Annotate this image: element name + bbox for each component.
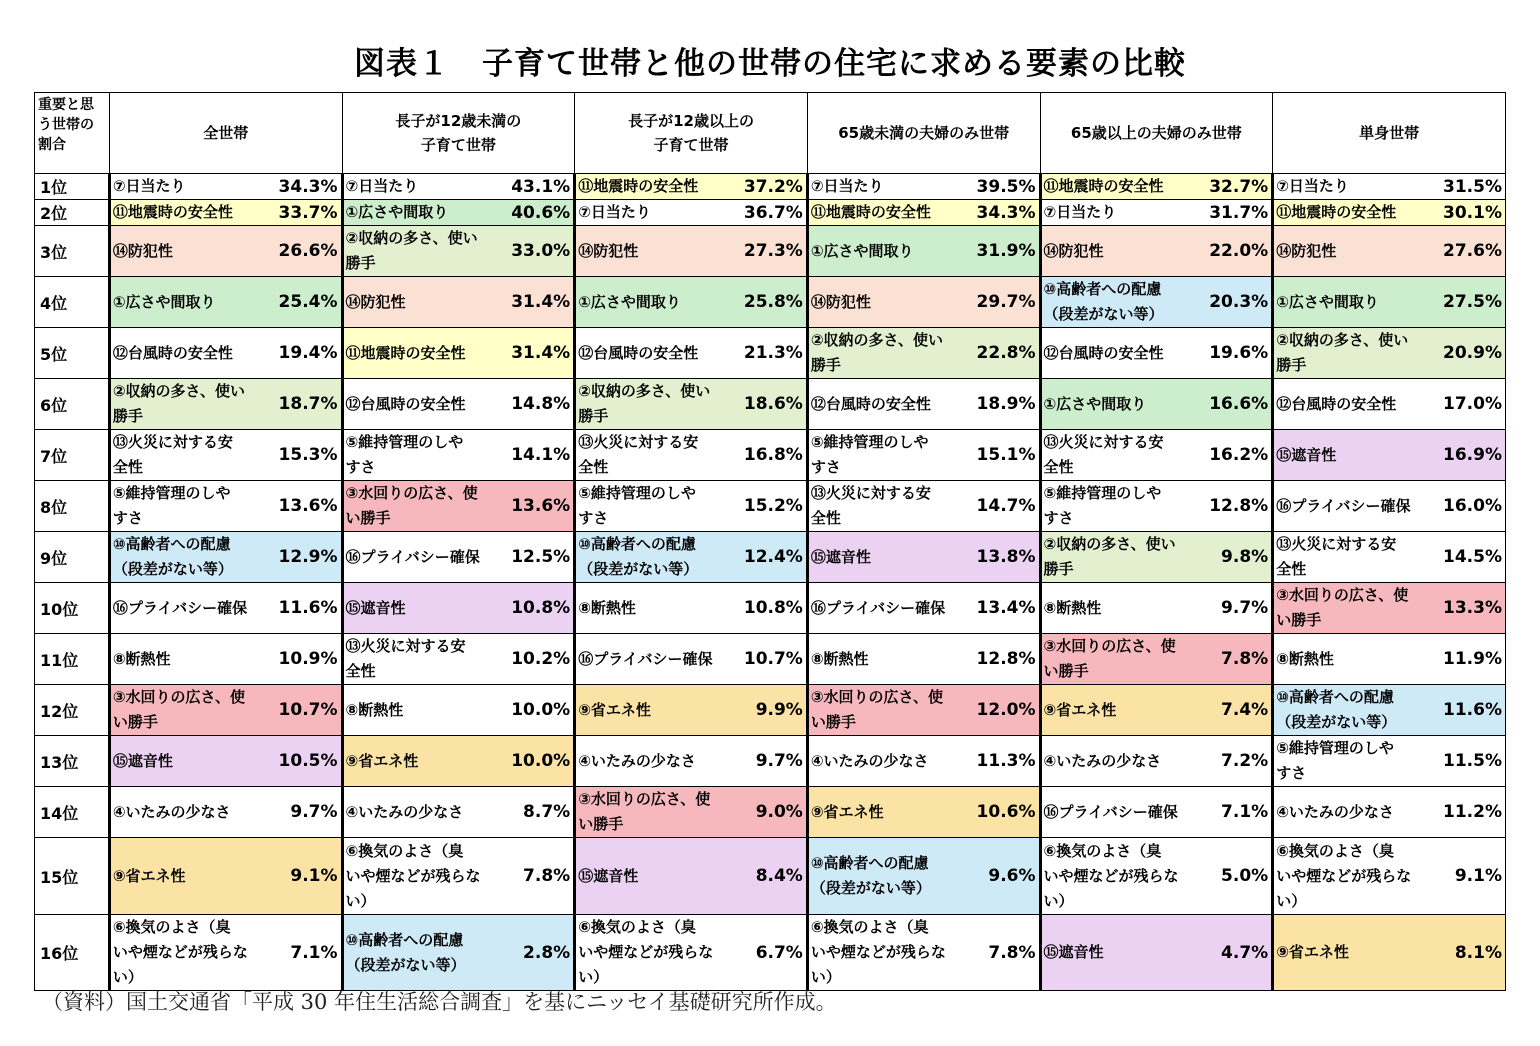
item-value: 13.6%	[265, 481, 342, 532]
item-value: 11.6%	[265, 583, 342, 634]
item-label: ⑭防犯性	[342, 277, 498, 328]
item-label: ⑪地震時の安全性	[109, 200, 265, 226]
table-row	[35, 583, 1506, 634]
header-row	[35, 93, 1506, 174]
table-row	[35, 685, 1506, 736]
item-value: 18.6%	[730, 379, 807, 430]
rank-label: 15位	[35, 838, 110, 915]
item-value: 31.4%	[498, 328, 575, 379]
item-value: 25.8%	[730, 277, 807, 328]
item-label: ⑤維持管理のしや すさ	[109, 481, 265, 532]
item-label: ⑪地震時の安全性	[1040, 174, 1196, 200]
item-label: ⑤維持管理のしや すさ	[1273, 736, 1429, 787]
item-label: ⑨省エネ性	[342, 736, 498, 787]
item-value: 14.1%	[498, 430, 575, 481]
item-label: ⑫台風時の安全性	[1273, 379, 1429, 430]
item-value: 7.8%	[498, 838, 575, 915]
item-label: ⑤維持管理のしや すさ	[1040, 481, 1196, 532]
item-label: ⑫台風時の安全性	[807, 379, 963, 430]
item-label: ⑫台風時の安全性	[342, 379, 498, 430]
table-row	[35, 379, 1506, 430]
item-value: 14.7%	[963, 481, 1040, 532]
table-row	[35, 532, 1506, 583]
item-label: ④いたみの少なさ	[109, 787, 265, 838]
item-label: ⑦日当たり	[807, 174, 963, 200]
rank-label: 14位	[35, 787, 110, 838]
item-value: 10.8%	[498, 583, 575, 634]
item-value: 11.2%	[1428, 787, 1505, 838]
item-value: 33.7%	[265, 200, 342, 226]
item-label: ⑫台風時の安全性	[1040, 328, 1196, 379]
rank-column-header: 重要と思う世帯の割合	[35, 93, 110, 174]
item-value: 5.0%	[1196, 838, 1273, 915]
table-row	[35, 430, 1506, 481]
item-value: 36.7%	[730, 200, 807, 226]
item-label: ⑨省エネ性	[109, 838, 265, 915]
item-label: ③水回りの広さ、使 い勝手	[1273, 583, 1429, 634]
item-label: ⑯プライバシー確保	[1040, 787, 1196, 838]
item-label: ⑯プライバシー確保	[342, 532, 498, 583]
item-value: 18.9%	[963, 379, 1040, 430]
item-label: ⑧断熱性	[575, 583, 731, 634]
item-label: ⑩高齢者への配慮 （段差がない等）	[342, 915, 498, 991]
item-value: 11.3%	[963, 736, 1040, 787]
item-value: 7.4%	[1196, 685, 1273, 736]
rank-label: 9位	[35, 532, 110, 583]
item-label: ⑬火災に対する安 全性	[1273, 532, 1429, 583]
item-label: ④いたみの少なさ	[1040, 736, 1196, 787]
item-value: 16.2%	[1196, 430, 1273, 481]
item-value: 13.6%	[498, 481, 575, 532]
item-value: 39.5%	[963, 174, 1040, 200]
rank-label: 13位	[35, 736, 110, 787]
item-label: ⑩高齢者への配慮 （段差がない等）	[807, 838, 963, 915]
rank-label: 5位	[35, 328, 110, 379]
item-value: 10.9%	[265, 634, 342, 685]
item-value: 33.0%	[498, 226, 575, 277]
item-value: 22.8%	[963, 328, 1040, 379]
item-label: ⑦日当たり	[1273, 174, 1429, 200]
item-label: ⑦日当たり	[1040, 200, 1196, 226]
rank-label: 7位	[35, 430, 110, 481]
item-label: ⑩高齢者への配慮 （段差がない等）	[575, 532, 731, 583]
item-value: 10.2%	[498, 634, 575, 685]
item-value: 37.2%	[730, 174, 807, 200]
item-value: 9.9%	[730, 685, 807, 736]
item-value: 13.4%	[963, 583, 1040, 634]
item-value: 18.7%	[265, 379, 342, 430]
item-label: ⑮遮音性	[1040, 915, 1196, 991]
item-value: 14.8%	[498, 379, 575, 430]
item-label: ⑨省エネ性	[1273, 915, 1429, 991]
chart-title: 図表１ 子育て世帯と他の世帯の住宅に求める要素の比較	[354, 46, 1186, 82]
item-value: 10.0%	[498, 685, 575, 736]
source-note: （資料）国土交通省「平成 30 年住生活総合調査」を基にニッセイ基礎研究所作成。	[42, 990, 837, 1014]
item-label: ③水回りの広さ、使 い勝手	[807, 685, 963, 736]
item-label: ⑥換気のよさ（臭 いや煙などが残らな い）	[1273, 838, 1429, 915]
item-value: 32.7%	[1196, 174, 1273, 200]
item-label: ④いたみの少なさ	[807, 736, 963, 787]
item-label: ②収納の多さ、使い 勝手	[1273, 328, 1429, 379]
item-value: 2.8%	[498, 915, 575, 991]
item-value: 31.7%	[1196, 200, 1273, 226]
item-value: 8.7%	[498, 787, 575, 838]
item-label: ⑬火災に対する安 全性	[1040, 430, 1196, 481]
group-header: 65歳以上の夫婦のみ世帯	[1040, 93, 1273, 174]
item-value: 16.8%	[730, 430, 807, 481]
item-label: ⑧断熱性	[342, 685, 498, 736]
item-value: 7.8%	[963, 915, 1040, 991]
item-label: ⑨省エネ性	[1040, 685, 1196, 736]
item-value: 40.6%	[498, 200, 575, 226]
rank-label: 8位	[35, 481, 110, 532]
item-label: ⑮遮音性	[575, 838, 731, 915]
item-value: 15.2%	[730, 481, 807, 532]
item-label: ⑮遮音性	[807, 532, 963, 583]
table-row	[35, 915, 1506, 991]
item-value: 16.9%	[1428, 430, 1505, 481]
item-value: 9.1%	[1428, 838, 1505, 915]
item-value: 20.3%	[1196, 277, 1273, 328]
item-value: 10.8%	[730, 583, 807, 634]
item-value: 9.7%	[730, 736, 807, 787]
item-value: 34.3%	[265, 174, 342, 200]
item-label: ⑭防犯性	[109, 226, 265, 277]
item-label: ⑧断熱性	[1040, 583, 1196, 634]
item-label: ③水回りの広さ、使 い勝手	[109, 685, 265, 736]
table-row	[35, 200, 1506, 226]
item-label: ⑨省エネ性	[575, 685, 731, 736]
item-label: ⑯プライバシー確保	[109, 583, 265, 634]
item-label: ⑯プライバシー確保	[807, 583, 963, 634]
item-value: 27.6%	[1428, 226, 1505, 277]
item-label: ④いたみの少なさ	[1273, 787, 1429, 838]
rank-label: 2位	[35, 200, 110, 226]
item-value: 10.7%	[730, 634, 807, 685]
item-value: 20.9%	[1428, 328, 1505, 379]
item-value: 8.1%	[1428, 915, 1505, 991]
item-label: ②収納の多さ、使い 勝手	[342, 226, 498, 277]
item-value: 10.7%	[265, 685, 342, 736]
item-label: ③水回りの広さ、使 い勝手	[342, 481, 498, 532]
item-label: ⑥換気のよさ（臭 いや煙などが残らな い）	[342, 838, 498, 915]
item-label: ⑮遮音性	[1273, 430, 1429, 481]
item-value: 29.7%	[963, 277, 1040, 328]
item-value: 15.3%	[265, 430, 342, 481]
item-value: 7.1%	[265, 915, 342, 991]
table-row	[35, 481, 1506, 532]
item-label: ⑪地震時の安全性	[1273, 200, 1429, 226]
item-value: 15.1%	[963, 430, 1040, 481]
item-value: 43.1%	[498, 174, 575, 200]
item-label: ②収納の多さ、使い 勝手	[807, 328, 963, 379]
item-value: 31.9%	[963, 226, 1040, 277]
item-label: ②収納の多さ、使い 勝手	[1040, 532, 1196, 583]
item-label: ⑯プライバシー確保	[575, 634, 731, 685]
item-label: ⑪地震時の安全性	[342, 328, 498, 379]
table-row	[35, 787, 1506, 838]
item-value: 17.0%	[1428, 379, 1505, 430]
item-label: ①広さや間取り	[342, 200, 498, 226]
item-label: ④いたみの少なさ	[342, 787, 498, 838]
item-label: ⑬火災に対する安 全性	[807, 481, 963, 532]
group-header: 65歳未満の夫婦のみ世帯	[807, 93, 1040, 174]
item-value: 7.1%	[1196, 787, 1273, 838]
item-value: 12.0%	[963, 685, 1040, 736]
group-header: 長子が12歳未満の 子育て世帯	[342, 93, 575, 174]
table-row	[35, 226, 1506, 277]
item-label: ⑬火災に対する安 全性	[109, 430, 265, 481]
item-label: ⑮遮音性	[109, 736, 265, 787]
item-label: ①広さや間取り	[807, 226, 963, 277]
item-value: 6.7%	[730, 915, 807, 991]
rank-label: 6位	[35, 379, 110, 430]
item-value: 7.8%	[1196, 634, 1273, 685]
ranking-table	[34, 92, 1506, 991]
item-value: 9.1%	[265, 838, 342, 915]
item-value: 9.7%	[1196, 583, 1273, 634]
item-label: ⑥換気のよさ（臭 いや煙などが残らな い）	[575, 915, 731, 991]
item-label: ⑧断熱性	[109, 634, 265, 685]
item-value: 10.5%	[265, 736, 342, 787]
item-value: 4.7%	[1196, 915, 1273, 991]
item-value: 19.4%	[265, 328, 342, 379]
item-label: ⑥換気のよさ（臭 いや煙などが残らな い）	[109, 915, 265, 991]
group-header: 長子が12歳以上の 子育て世帯	[575, 93, 808, 174]
item-value: 9.6%	[963, 838, 1040, 915]
item-label: ⑯プライバシー確保	[1273, 481, 1429, 532]
item-label: ⑮遮音性	[342, 583, 498, 634]
item-value: 11.5%	[1428, 736, 1505, 787]
table-row	[35, 328, 1506, 379]
item-label: ①広さや間取り	[1273, 277, 1429, 328]
item-value: 13.3%	[1428, 583, 1505, 634]
item-value: 19.6%	[1196, 328, 1273, 379]
item-value: 27.5%	[1428, 277, 1505, 328]
table-row	[35, 174, 1506, 200]
item-value: 31.4%	[498, 277, 575, 328]
item-label: ⑦日当たり	[109, 174, 265, 200]
item-value: 34.3%	[963, 200, 1040, 226]
rank-label: 11位	[35, 634, 110, 685]
table-row	[35, 838, 1506, 915]
item-label: ⑭防犯性	[575, 226, 731, 277]
item-value: 9.8%	[1196, 532, 1273, 583]
item-label: ⑫台風時の安全性	[575, 328, 731, 379]
item-label: ⑤維持管理のしや すさ	[342, 430, 498, 481]
item-value: 10.6%	[963, 787, 1040, 838]
item-value: 11.6%	[1428, 685, 1505, 736]
rank-label: 3位	[35, 226, 110, 277]
item-label: ⑥換気のよさ（臭 いや煙などが残らな い）	[807, 915, 963, 991]
item-label: ⑭防犯性	[1273, 226, 1429, 277]
item-label: ⑩高齢者への配慮 （段差がない等）	[1273, 685, 1429, 736]
item-value: 12.5%	[498, 532, 575, 583]
table-row	[35, 736, 1506, 787]
rank-label: 10位	[35, 583, 110, 634]
item-value: 26.6%	[265, 226, 342, 277]
item-label: ③水回りの広さ、使 い勝手	[575, 787, 731, 838]
item-value: 9.7%	[265, 787, 342, 838]
item-label: ①広さや間取り	[575, 277, 731, 328]
item-label: ①広さや間取り	[109, 277, 265, 328]
item-label: ⑬火災に対する安 全性	[575, 430, 731, 481]
item-value: 21.3%	[730, 328, 807, 379]
table-row	[35, 277, 1506, 328]
group-header: 単身世帯	[1273, 93, 1506, 174]
item-label: ⑦日当たり	[575, 200, 731, 226]
item-label: ⑬火災に対する安 全性	[342, 634, 498, 685]
item-value: 12.9%	[265, 532, 342, 583]
item-value: 8.4%	[730, 838, 807, 915]
rank-label: 12位	[35, 685, 110, 736]
item-value: 16.6%	[1196, 379, 1273, 430]
item-label: ⑥換気のよさ（臭 いや煙などが残らな い）	[1040, 838, 1196, 915]
item-label: ①広さや間取り	[1040, 379, 1196, 430]
rank-label: 4位	[35, 277, 110, 328]
group-header: 全世帯	[109, 93, 342, 174]
item-label: ③水回りの広さ、使 い勝手	[1040, 634, 1196, 685]
item-value: 30.1%	[1428, 200, 1505, 226]
item-label: ⑩高齢者への配慮 （段差がない等）	[1040, 277, 1196, 328]
item-value: 13.8%	[963, 532, 1040, 583]
item-label: ⑤維持管理のしや すさ	[575, 481, 731, 532]
item-value: 22.0%	[1196, 226, 1273, 277]
item-value: 12.8%	[963, 634, 1040, 685]
item-label: ②収納の多さ、使い 勝手	[109, 379, 265, 430]
item-label: ⑦日当たり	[342, 174, 498, 200]
item-value: 7.2%	[1196, 736, 1273, 787]
item-value: 10.0%	[498, 736, 575, 787]
item-label: ⑧断熱性	[1273, 634, 1429, 685]
item-value: 11.9%	[1428, 634, 1505, 685]
item-value: 12.8%	[1196, 481, 1273, 532]
item-value: 31.5%	[1428, 174, 1505, 200]
item-label: ⑨省エネ性	[807, 787, 963, 838]
item-label: ⑩高齢者への配慮 （段差がない等）	[109, 532, 265, 583]
item-label: ⑭防犯性	[1040, 226, 1196, 277]
item-value: 27.3%	[730, 226, 807, 277]
item-value: 12.4%	[730, 532, 807, 583]
item-label: ⑧断熱性	[807, 634, 963, 685]
item-label: ②収納の多さ、使い 勝手	[575, 379, 731, 430]
item-label: ⑭防犯性	[807, 277, 963, 328]
item-label: ⑤維持管理のしや すさ	[807, 430, 963, 481]
item-value: 14.5%	[1428, 532, 1505, 583]
item-label: ⑪地震時の安全性	[807, 200, 963, 226]
rank-label: 1位	[35, 174, 110, 200]
item-label: ⑫台風時の安全性	[109, 328, 265, 379]
item-label: ④いたみの少なさ	[575, 736, 731, 787]
item-label: ⑪地震時の安全性	[575, 174, 731, 200]
table-row	[35, 634, 1506, 685]
rank-label: 16位	[35, 915, 110, 991]
item-value: 9.0%	[730, 787, 807, 838]
item-value: 25.4%	[265, 277, 342, 328]
item-value: 16.0%	[1428, 481, 1505, 532]
